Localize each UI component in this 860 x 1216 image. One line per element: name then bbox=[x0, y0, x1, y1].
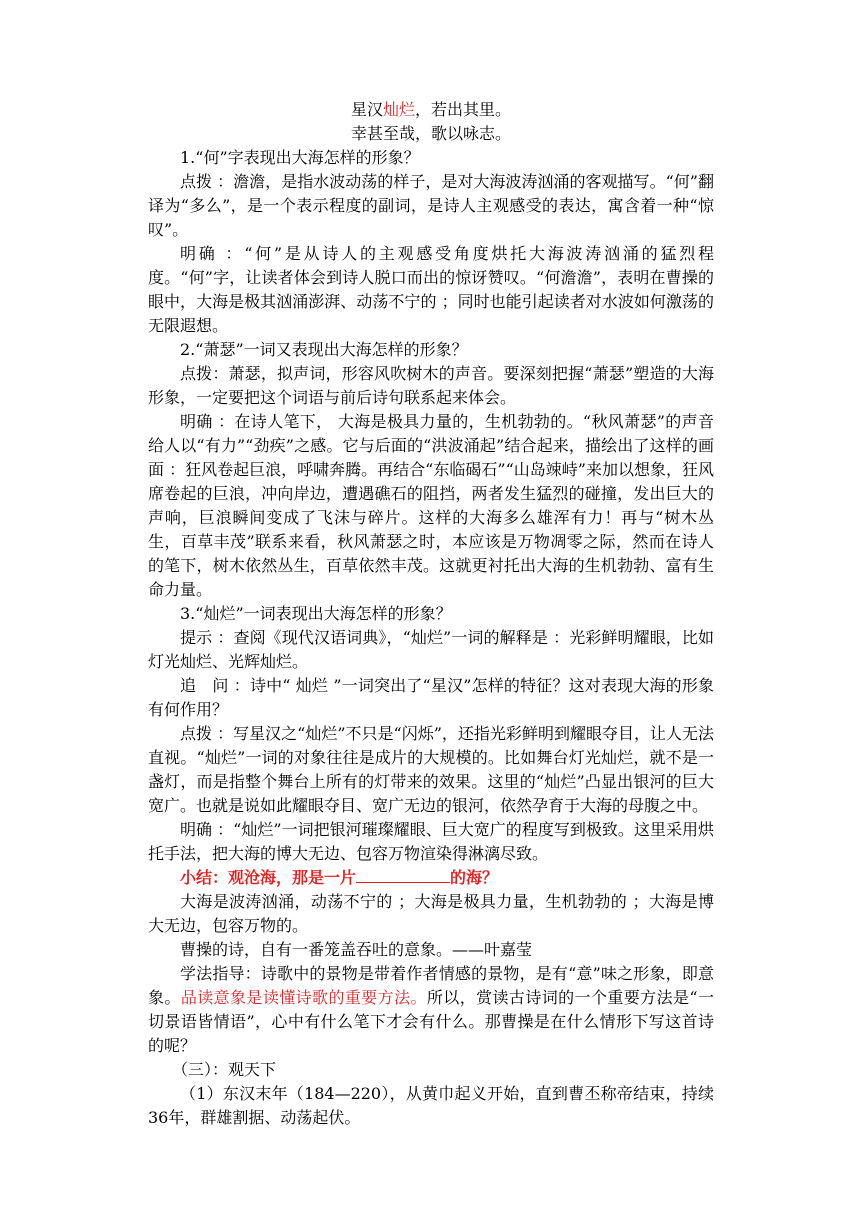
fill-in-blank bbox=[356, 868, 450, 883]
summary-body: 大海是波涛汹涌，动荡不宁的 ；大海是极具力量，生机勃勃的 ；大海是博大无边，包容万物的。 bbox=[148, 892, 714, 935]
study-guide-text: 学法指导：诗歌中的景物是带着作者情感的景物，是有“意”味之形象，即意象。 bbox=[148, 964, 714, 1007]
poem-highlight: 灿烂 bbox=[382, 100, 415, 119]
question-3-followup: 追 问 ：诗中“ 灿烂 ”一词突出了“星汉”怎样的特征？这对表现大海的形象有何作用？ bbox=[148, 676, 714, 719]
question-1-title: 1.“何”字表现出大海怎样的形象？ bbox=[180, 148, 420, 167]
question-3-answer: 明确 ：“灿烂”一词把银河璀璨耀眼、巨大宽广的程度写到极致。这里采用烘托手法，把大海的博大无边、包容万物渲染得淋漓尽致。 bbox=[148, 820, 714, 863]
question-3-tip: 提示 ：查阅《现代汉语词典》，“灿烂”一词的解释是 ：光彩鲜明耀眼，比如灯光灿烂、光辉灿烂。 bbox=[148, 628, 714, 671]
question-3-hint: 点拨 ：写星汉之“灿烂”不只是“闪烁”，还指光彩鲜明到耀眼夺目，让人无法直视。“灿烂”一词的对象往往是成片的大规模的。比如舞台灯光灿烂，就不是一盏灯，而是指整个舞台上所有的灯带来的效果。这里的“灿烂”凸显出银河的巨大宽广。也就是说如此耀眼夺目、宽广无边的银河，依然孕育于大海的母腹之中。 bbox=[148, 724, 714, 815]
summary-prefix: 小结：观沧海，那是一片 bbox=[180, 868, 357, 887]
poem-line-2: 幸甚至哉，歌以咏志。 bbox=[350, 124, 511, 143]
summary-heading bbox=[148, 866, 714, 890]
poem-text: 星汉 bbox=[350, 100, 383, 119]
question-1-answer: 明确 ：“何”是从诗人的主观感受角度烘托大海波涛汹涌的猛烈程度。“何”字，让读者体会到诗人脱口而出的惊讶赞叹。“何澹澹”，表明在曹操的眼中，大海是极其汹涌澎湃、动荡不宁的 ；同时也能引起读者对水波如何激荡的无限遐想。 bbox=[148, 244, 714, 335]
text-column bbox=[148, 98, 714, 1130]
study-guide-text: 所以，赏读古诗词的一个重要方法是“一切景语皆情语”，心中有什么笔下才会有什么。那曹操是在什么情形下写这首诗的呢？ bbox=[148, 988, 714, 1055]
summary-suffix: 的海？ bbox=[450, 868, 499, 887]
question-2-hint: 点拨：萧瑟，拟声词，形容风吹树木的声音。要深刻把握“萧瑟”塑造的大海形象，一定要把这个词语与前后诗句联系起来体会。 bbox=[148, 364, 714, 407]
section-3-title: （三）：观天下 bbox=[172, 1060, 277, 1079]
study-guide bbox=[148, 962, 714, 1058]
section-3-item-1: （1）东汉末年（184—220），从黄巾起义开始，直到曹丕称帝结束，持续36年，群雄割据、动荡起伏。 bbox=[148, 1084, 714, 1127]
question-2-answer: 明确 ：在诗人笔下， 大海是极具力量的，生机勃勃的。“秋风萧瑟”的声音给人以“有力”“劲疾”之感。它与后面的“洪波涌起”结合起来，描绘出了这样的画面 ：狂风卷起巨浪，呼啸奔腾。再结合“东临碣石”“山岛竦峙”来加以想象，狂风席卷起的巨浪，冲向岸边，遭遇礁石的阻挡，两者发生猛烈的碰撞，发出巨大的声响，巨浪瞬间变成了飞沫与碎片。这样的大海多么雄浑有力！再与“树木丛生，百草丰茂”联系来看，秋风萧瑟之时，本应该是万物凋零之际，然而在诗人的笔下，树木依然丛生，百草依然丰茂。这就更衬托出大海的生机勃勃、富有生命力量。 bbox=[148, 412, 714, 599]
poem-line-1 bbox=[148, 98, 714, 122]
poem-text: ，若出其里。 bbox=[415, 100, 512, 119]
question-1-hint: 点拨 ：澹澹，是指水波动荡的样子，是对大海波涛汹涌的客观描写。“何”翻译为“多么”，是一个表示程度的副词，是诗人主观感受的表达，寓含着一种“惊叹”。 bbox=[148, 172, 714, 239]
summary-quote: 曹操的诗，自有一番笼盖吞吐的意象。——叶嘉莹 bbox=[180, 940, 533, 959]
question-3-title: 3.“灿烂”一词表现出大海怎样的形象？ bbox=[180, 604, 452, 623]
study-guide-highlight: 品读意象是读懂诗歌的重要方法。 bbox=[180, 988, 427, 1007]
question-2-title: 2.“萧瑟”一词又表现出大海怎样的形象？ bbox=[180, 340, 468, 359]
